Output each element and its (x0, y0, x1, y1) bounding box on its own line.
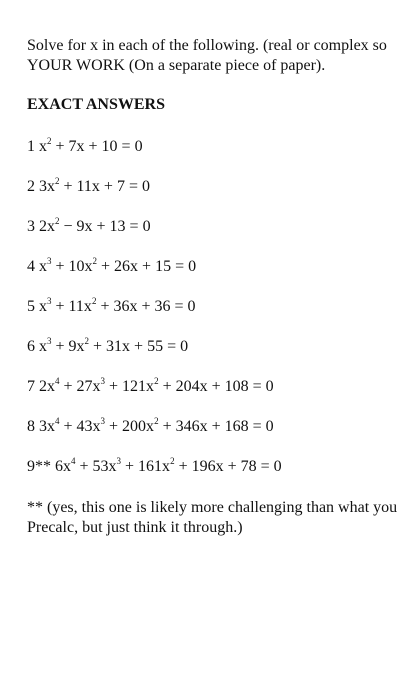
problem-1 (27, 138, 143, 156)
exponent: 2 (154, 376, 159, 386)
equation-part: + 43x (59, 418, 101, 435)
note-line-2: Precalc, but just think it through.) (27, 519, 243, 536)
exponent: 3 (47, 336, 52, 346)
exponent: 3 (100, 416, 106, 426)
equation-part: + 7x + 10 = 0 (51, 138, 143, 155)
equation-part: x (39, 338, 47, 355)
note-line-1: ** (yes, this one is likely more challenging than what you (27, 499, 398, 516)
problem-number: 9** (27, 458, 51, 475)
instructions-line-2: YOUR WORK (On a separate piece of paper). (27, 57, 326, 74)
exponent: 3 (47, 256, 52, 266)
equation-part: x (39, 298, 47, 315)
problem-4 (27, 258, 196, 276)
equation-part: + 161x (121, 458, 171, 475)
exponent: 2 (170, 456, 175, 466)
equation-part: 6x (55, 458, 71, 475)
instructions-line-1: Solve for x in each of the following. (real or complex so (27, 37, 387, 54)
problem-number: 6 (27, 338, 35, 355)
problem-2 (27, 178, 150, 196)
exponent: 2 (55, 216, 60, 226)
exponent: 2 (84, 336, 90, 346)
equation-part: x (39, 138, 47, 155)
problem-number: 4 (27, 258, 35, 275)
exponent: 2 (92, 256, 98, 266)
exponent: 3 (116, 456, 122, 466)
problem-6 (27, 338, 188, 356)
exponent: 2 (47, 136, 52, 146)
problem-3 (27, 218, 151, 236)
problem-number: 5 (27, 298, 35, 315)
equation-part: + 26x + 15 = 0 (97, 258, 197, 275)
equation-part: x (39, 258, 47, 275)
problem-number: 8 (27, 418, 35, 435)
equation-part: 3x (39, 418, 55, 435)
exponent: 2 (55, 176, 60, 186)
equation-part: + 200x (105, 418, 155, 435)
equation-part: + 11x + 7 = 0 (59, 178, 150, 195)
exponent: 3 (47, 296, 52, 306)
equation-part: + 9x (51, 338, 85, 355)
equation-part: + 346x + 168 = 0 (158, 418, 274, 435)
equation-part: + 36x + 36 = 0 (96, 298, 196, 315)
problem-number: 2 (27, 178, 35, 195)
exponent: 4 (55, 416, 60, 426)
equation-part: 2x (39, 378, 55, 395)
equation-part: + 11x (51, 298, 92, 315)
problem-7 (27, 378, 274, 396)
problem-number: 7 (27, 378, 35, 395)
equation-part: + 53x (75, 458, 117, 475)
equation-part: + 27x (59, 378, 101, 395)
equation-part: + 204x + 108 = 0 (158, 378, 274, 395)
problem-number: 3 (27, 218, 35, 235)
exponent: 4 (55, 376, 60, 386)
equation-part: + 31x + 55 = 0 (89, 338, 189, 355)
exponent: 4 (71, 456, 76, 466)
problem-5 (27, 298, 196, 316)
problem-number: 1 (27, 138, 35, 155)
equation-part: 2x (39, 218, 55, 235)
equation-part: − 9x + 13 = 0 (59, 218, 151, 235)
exponent: 2 (91, 296, 97, 306)
problem-9 (27, 458, 282, 476)
exponent: 2 (154, 416, 159, 426)
equation-part: + 121x (105, 378, 155, 395)
exponent: 3 (100, 376, 106, 386)
equation-part: + 196x + 78 = 0 (174, 458, 282, 475)
section-heading: EXACT ANSWERS (27, 96, 165, 113)
equation-part: 3x (39, 178, 55, 195)
equation-part: + 10x (51, 258, 93, 275)
problem-8 (27, 418, 274, 436)
